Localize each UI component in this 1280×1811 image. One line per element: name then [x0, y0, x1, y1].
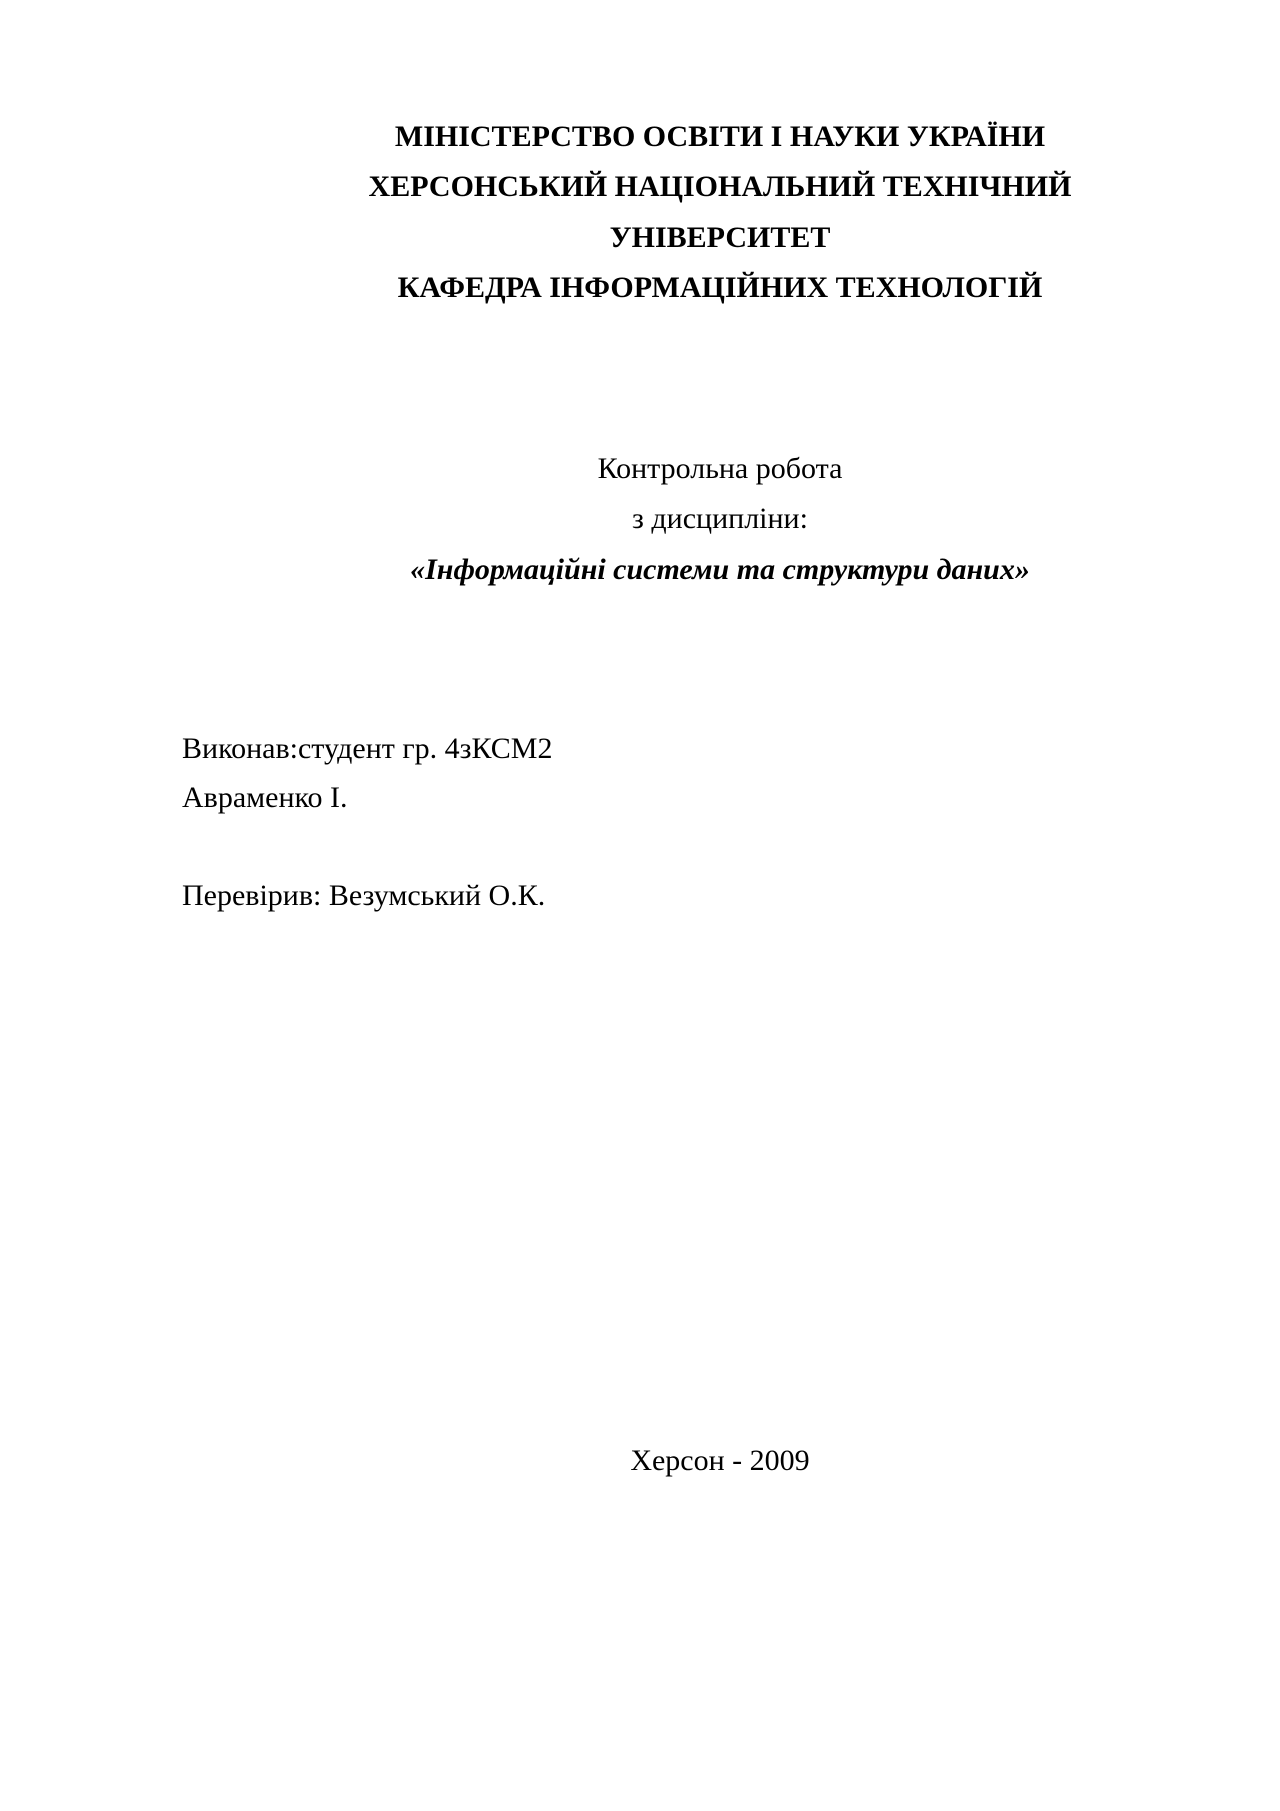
- discipline-label: з дисципліни:: [632, 502, 808, 535]
- document-type: Контрольна робота: [597, 452, 843, 485]
- university-heading-line2: УНІВЕРСИТЕТ: [609, 221, 831, 254]
- student-name: Авраменко І.: [182, 781, 348, 814]
- discipline-title: «Інформаційні системи та структури даних»: [410, 553, 1030, 586]
- ministry-heading: МІНІСТЕРСТВО ОСВІТИ І НАУКИ УКРАЇНИ: [394, 120, 1046, 153]
- performed-by-line: Виконав:студент гр. 4зКСМ2: [182, 732, 553, 765]
- university-heading-line1: ХЕРСОНСЬКИЙ НАЦІОНАЛЬНИЙ ТЕХНІЧНИЙ: [368, 170, 1072, 203]
- city-year: Херсон - 2009: [630, 1444, 810, 1477]
- department-heading: КАФЕДРА ІНФОРМАЦІЙНИХ ТЕХНОЛОГІЙ: [397, 271, 1043, 304]
- checked-by-line: Перевірив: Везумський О.К.: [182, 879, 546, 912]
